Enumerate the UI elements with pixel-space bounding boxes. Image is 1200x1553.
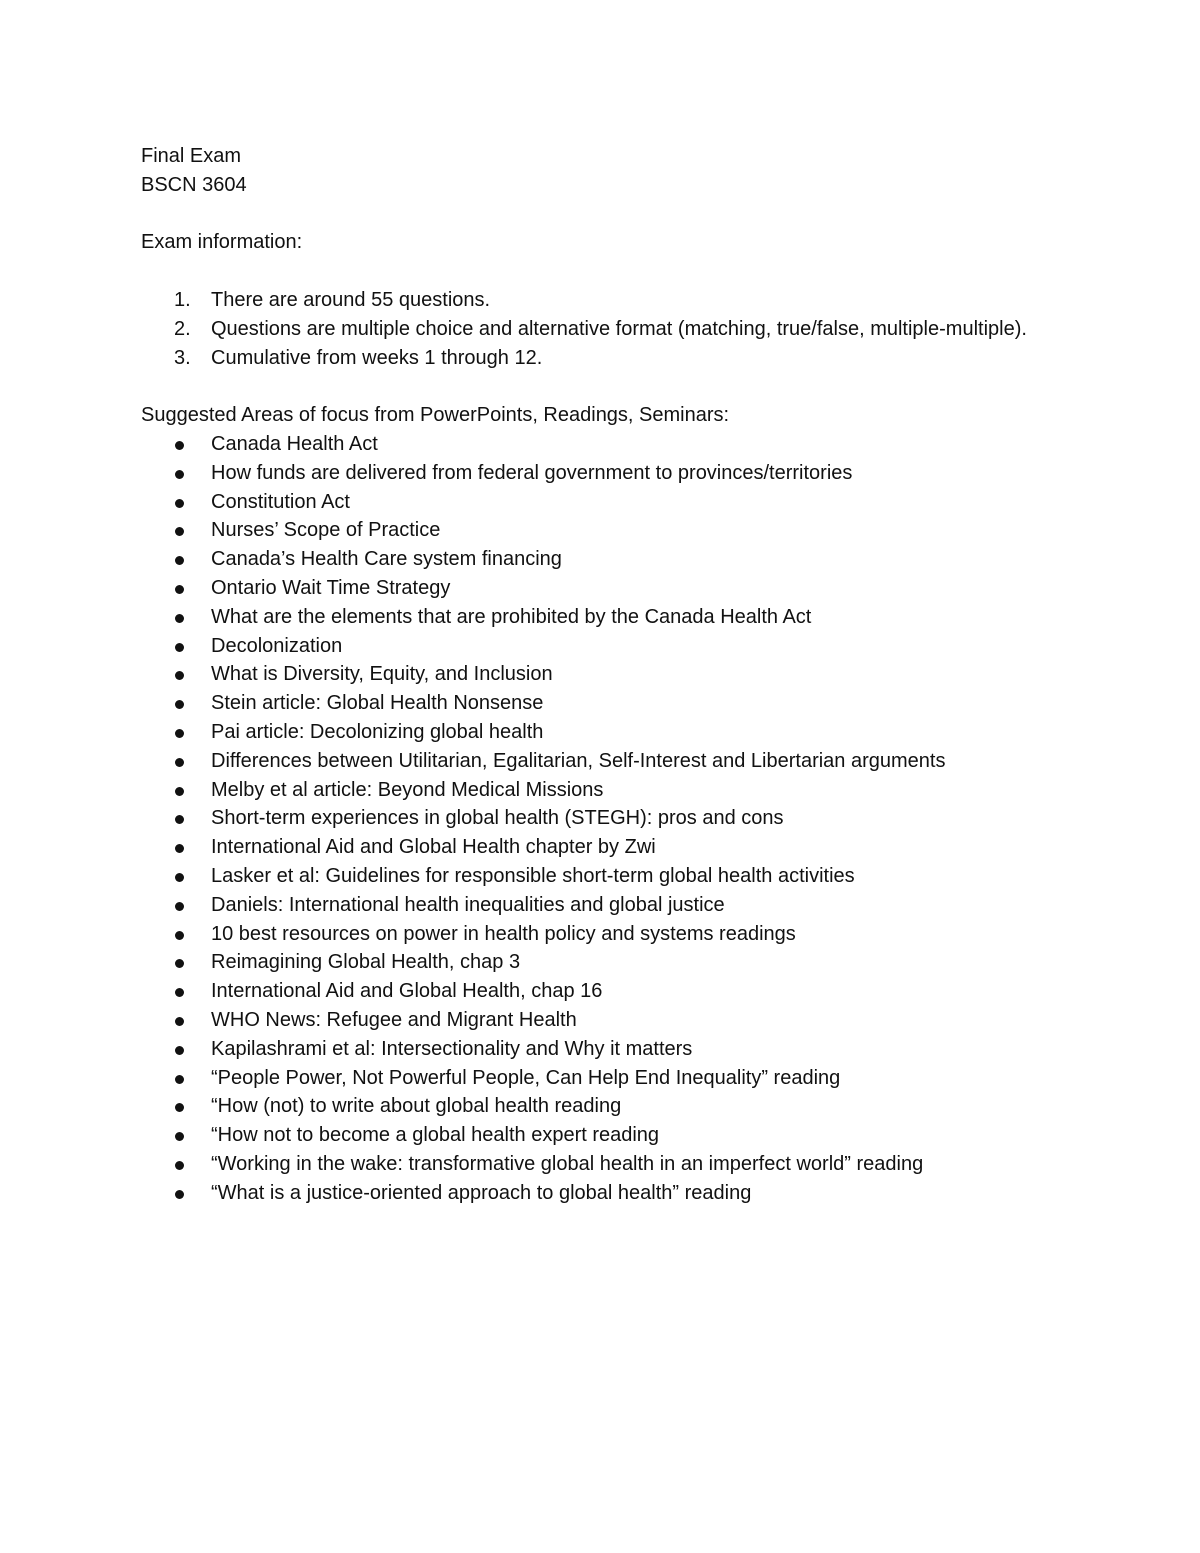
spacer [141, 372, 1041, 401]
focus-item-text: Nurses’ Scope of Practice [211, 519, 441, 542]
focus-item [141, 488, 1041, 517]
bullet-icon [175, 499, 184, 508]
focus-item-text: Constitution Act [211, 490, 350, 513]
focus-item-text: Short-term experiences in global health (STEGH): pros and cons [211, 807, 784, 830]
focus-heading: Suggested Areas of focus from PowerPoints, Readings, Seminars: [141, 404, 730, 427]
document-title: Final Exam [141, 145, 242, 167]
focus-item-text: Canada Health Act [211, 432, 378, 455]
focus-item [141, 804, 1041, 833]
exam-info-list [141, 286, 1041, 372]
bullet-icon [175, 844, 184, 853]
focus-list [141, 430, 1041, 1208]
focus-item [141, 1121, 1041, 1150]
exam-info-item [141, 344, 1031, 373]
exam-info-text: Cumulative from weeks 1 through 12. [211, 346, 543, 369]
focus-item [141, 1035, 1041, 1064]
focus-item [141, 660, 1041, 689]
focus-item-text: International Aid and Global Health chapter by Zwi [211, 836, 656, 859]
focus-item-text: How funds are delivered from federal government to provinces/territories [211, 461, 853, 484]
bullet-icon [175, 585, 184, 594]
bullet-icon [175, 527, 184, 536]
focus-item [141, 1150, 1041, 1179]
focus-item-text: “How not to become a global health expert reading [211, 1124, 660, 1147]
focus-item-text: What is Diversity, Equity, and Inclusion [211, 663, 553, 686]
bullet-icon [175, 470, 184, 479]
list-number: 1. [174, 288, 191, 311]
bullet-icon [175, 787, 184, 796]
focus-item [141, 948, 1041, 977]
focus-item-text: “What is a justice-oriented approach to global health” reading [211, 1181, 752, 1204]
bullet-icon [175, 815, 184, 824]
focus-item-text: “How (not) to write about global health reading [211, 1095, 622, 1118]
focus-item-text: Daniels: International health inequalities and global justice [211, 893, 725, 916]
focus-item-text: What are the elements that are prohibited by the Canada Health Act [211, 605, 812, 628]
focus-item [141, 430, 1041, 459]
exam-info-text: Questions are multiple choice and alternative format (matching, true/false, multiple-multiple). [211, 317, 1027, 340]
focus-item [141, 891, 1041, 920]
focus-item [141, 920, 1041, 949]
focus-item [141, 1006, 1041, 1035]
bullet-icon [175, 671, 184, 680]
bullet-icon [175, 1075, 184, 1084]
course-code: BSCN 3604 [141, 173, 247, 196]
focus-item-text: Kapilashrami et al: Intersectionality and Why it matters [211, 1037, 693, 1060]
focus-item-text: WHO News: Refugee and Migrant Health [211, 1008, 577, 1031]
bullet-icon [175, 556, 184, 565]
focus-item [141, 862, 1041, 891]
focus-item [141, 574, 1041, 603]
spacer [141, 200, 1041, 229]
focus-item [141, 718, 1041, 747]
focus-item [141, 632, 1041, 661]
bullet-icon [175, 729, 184, 738]
focus-item [141, 603, 1041, 632]
focus-item-text: Canada’s Health Care system financing [211, 548, 562, 571]
bullet-icon [175, 959, 184, 968]
focus-item [141, 1064, 1041, 1093]
focus-item-text: Melby et al article: Beyond Medical Missions [211, 778, 604, 801]
exam-info-item [141, 286, 1031, 315]
focus-item [141, 459, 1041, 488]
bullet-icon [175, 700, 184, 709]
exam-info-item [141, 315, 1031, 344]
bullet-icon [175, 758, 184, 767]
focus-item-text: Pai article: Decolonizing global health [211, 720, 544, 743]
spacer [141, 257, 1041, 286]
list-number: 3. [174, 346, 191, 369]
bullet-icon [175, 902, 184, 911]
exam-info-text: There are around 55 questions. [211, 288, 491, 311]
focus-item-text: “Working in the wake: transformative global health in an imperfect world” reading [211, 1152, 924, 1175]
focus-item-text: Reimagining Global Health, chap 3 [211, 951, 521, 974]
bullet-icon [175, 1017, 184, 1026]
bullet-icon [175, 1132, 184, 1141]
focus-item-text: 10 best resources on power in health policy and systems readings [211, 922, 796, 945]
bullet-icon [175, 1046, 184, 1055]
focus-item [141, 1179, 1041, 1208]
focus-item [141, 689, 1041, 718]
focus-item-text: Stein article: Global Health Nonsense [211, 692, 544, 715]
focus-item-text: International Aid and Global Health, chap 16 [211, 980, 603, 1003]
list-number: 2. [174, 317, 191, 340]
focus-item-text: “People Power, Not Powerful People, Can Help End Inequality” reading [211, 1066, 841, 1089]
document-page [141, 142, 1041, 1207]
focus-item [141, 977, 1041, 1006]
focus-item-text: Lasker et al: Guidelines for responsible short-term global health activities [211, 864, 855, 887]
focus-item [141, 776, 1041, 805]
focus-item-text: Decolonization [211, 634, 343, 657]
bullet-icon [175, 441, 184, 450]
bullet-icon [175, 1161, 184, 1170]
bullet-icon [175, 931, 184, 940]
focus-item [141, 1092, 1041, 1121]
bullet-icon [175, 988, 184, 997]
focus-item [141, 516, 1041, 545]
bullet-icon [175, 873, 184, 882]
bullet-icon [175, 643, 184, 652]
bullet-icon [175, 614, 184, 623]
focus-item [141, 747, 1041, 776]
exam-info-heading: Exam information: [141, 231, 303, 254]
focus-item [141, 833, 1041, 862]
focus-item-text: Ontario Wait Time Strategy [211, 576, 451, 599]
focus-item [141, 545, 1041, 574]
focus-item-text: Differences between Utilitarian, Egalitarian, Self-Interest and Libertarian arguments [211, 749, 946, 772]
bullet-icon [175, 1190, 184, 1199]
bullet-icon [175, 1103, 184, 1112]
